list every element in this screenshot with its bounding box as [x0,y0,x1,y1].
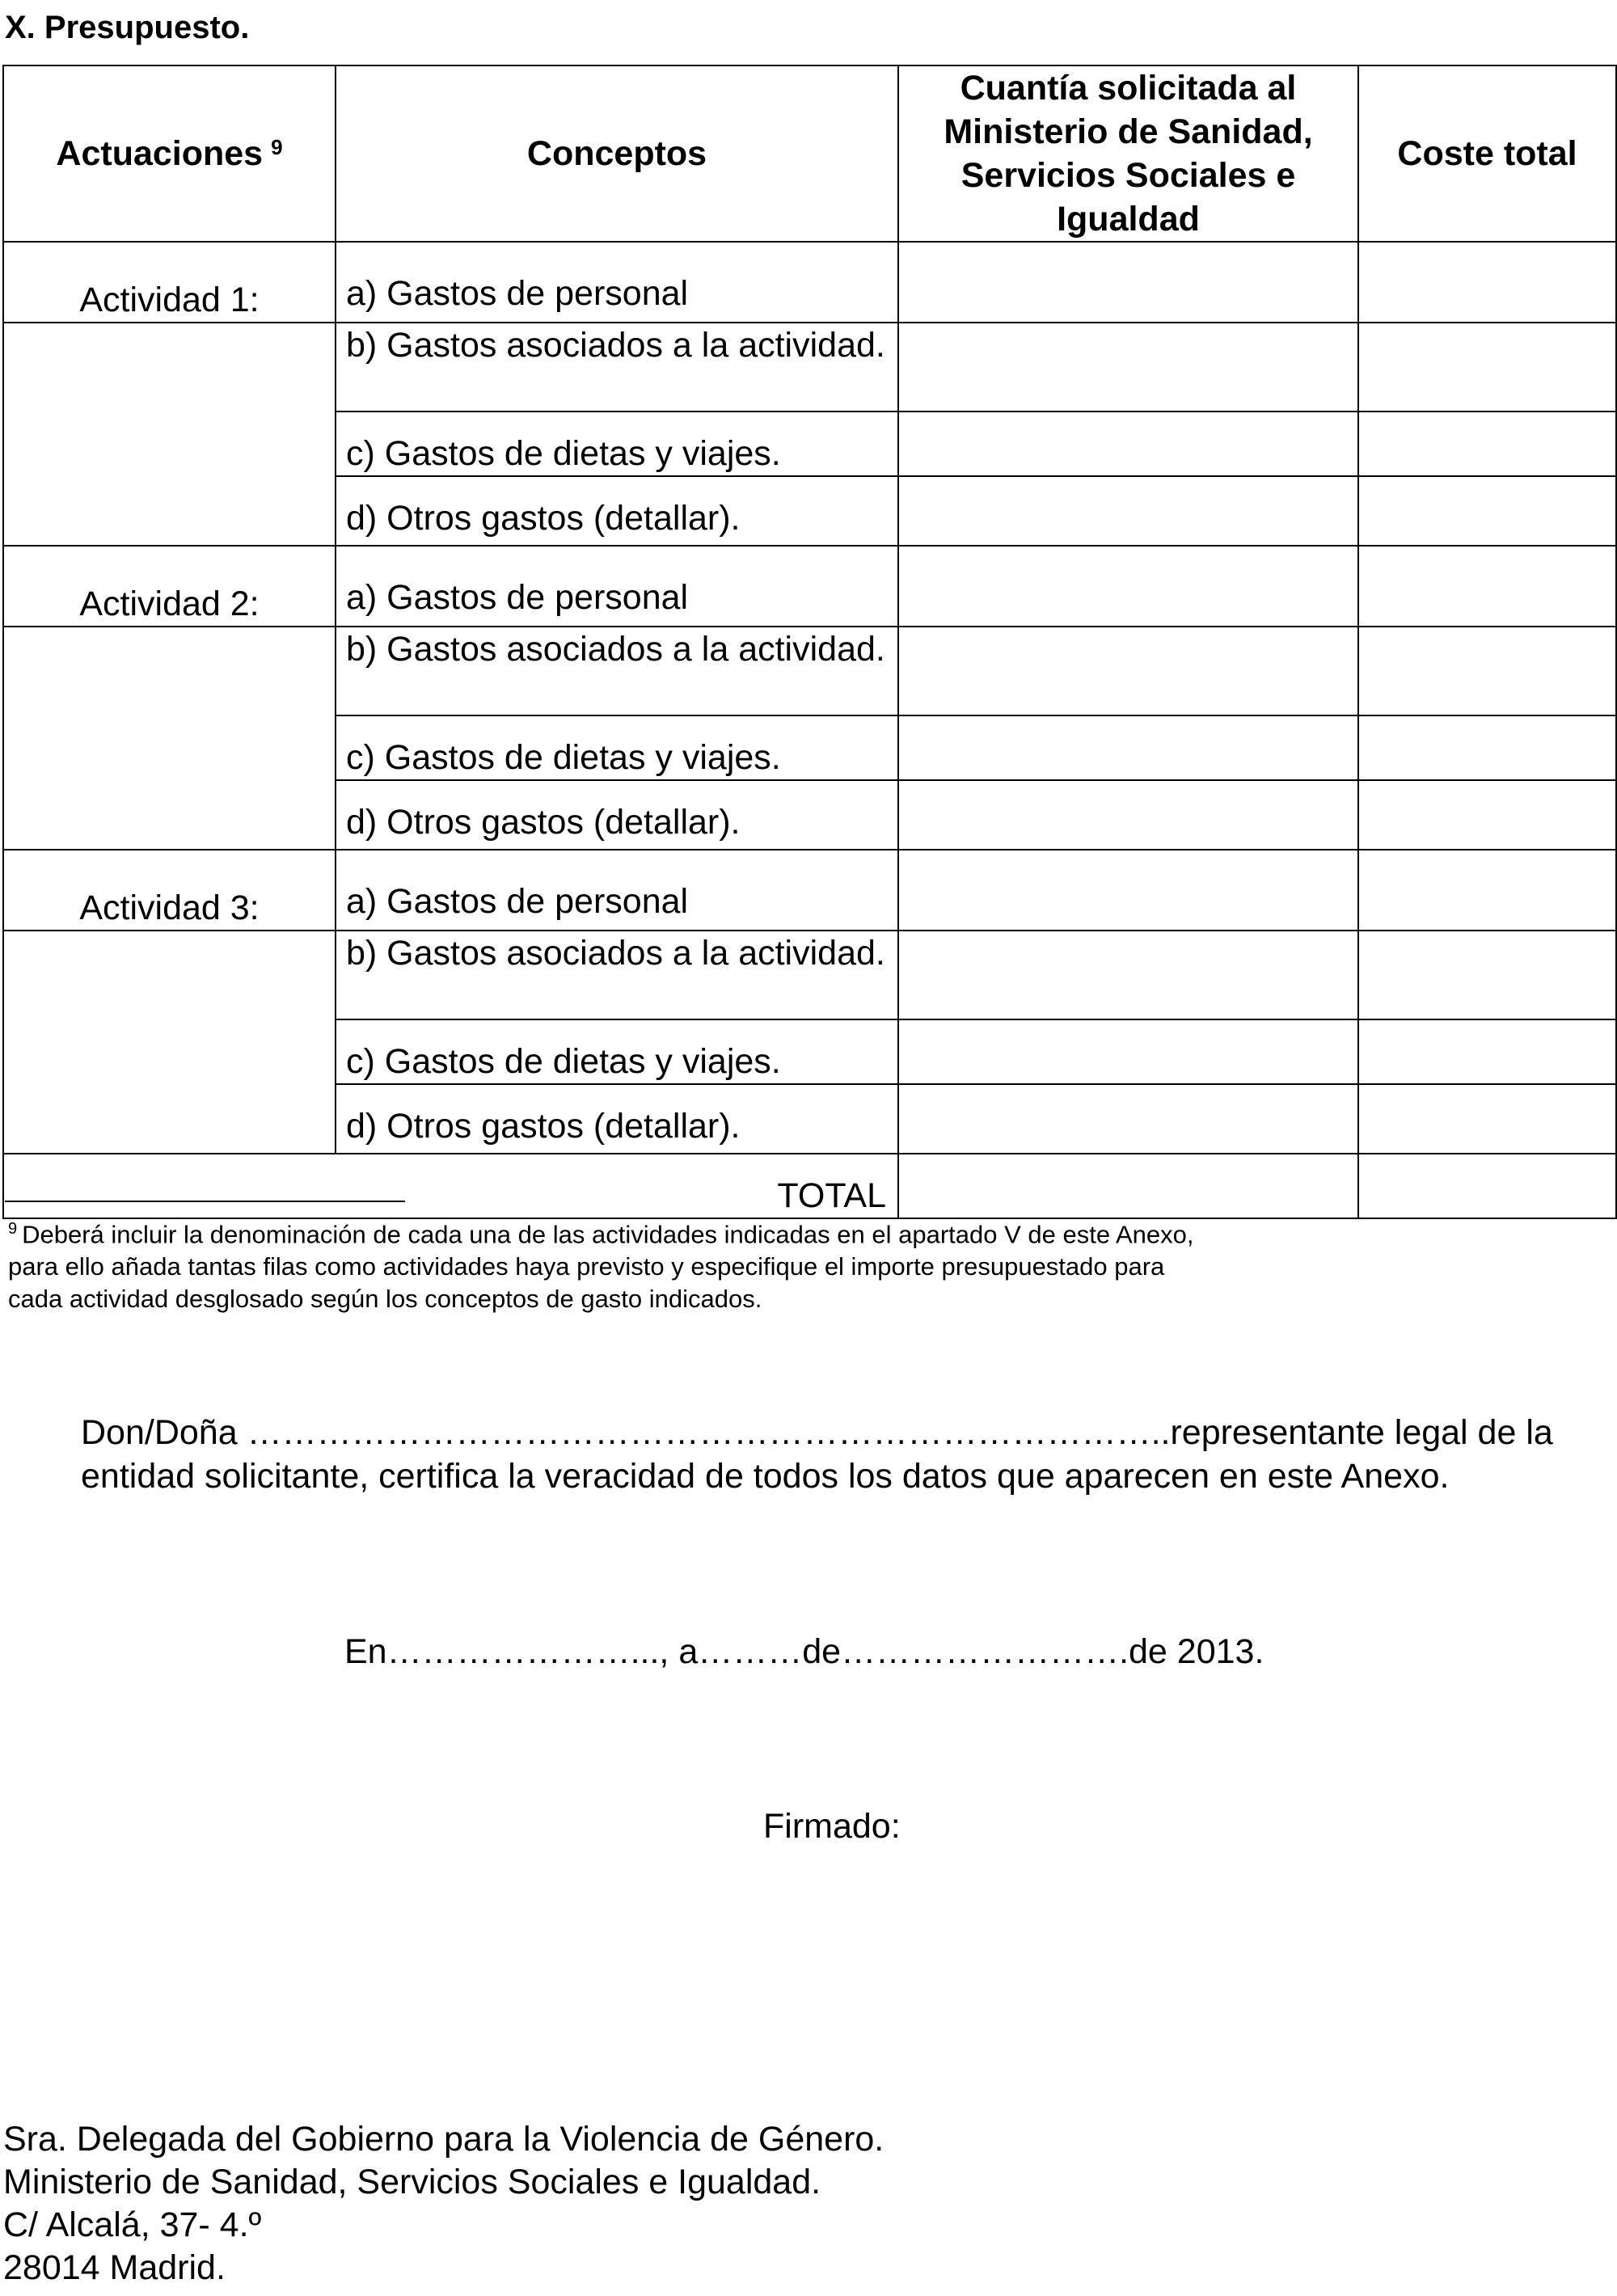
activity-label: Actividad 3: [3,850,336,931]
concept-cell: a) Gastos de personal [336,850,898,931]
total-cost-cell[interactable] [1358,780,1616,850]
total-label: TOTAL [3,1154,898,1218]
addressee-line: C/ Alcalá, 37- 4.º [3,2205,262,2244]
total-cost-cell[interactable] [1358,546,1616,627]
activity-label: Actividad 1: [3,242,336,323]
concept-cell: d) Otros gastos (detallar). [336,476,898,546]
section-title: X. Presupuesto. [5,10,250,45]
table-row [3,323,1616,412]
certification-text: Don/Doña ……………………………………………………………………..representante legal de la entidad solicitante, certifica la veracidad de todos los datos que aparecen en este Anexo. [81,1413,1553,1496]
table-row [3,627,1616,715]
table-row [3,242,1616,323]
concept-cell: a) Gastos de personal [336,242,898,323]
total-cost-cell[interactable] [1358,850,1616,931]
footnote-divider [5,1201,405,1202]
budget-table [2,65,1617,1219]
amount-requested-cell[interactable] [898,931,1358,1019]
concept-cell: c) Gastos de dietas y viajes. [336,412,898,476]
header-coste-total: Coste total [1358,65,1616,242]
total-cost-cell[interactable] [1358,627,1616,715]
amount-requested-cell[interactable] [898,242,1358,323]
table-row [3,546,1616,627]
addressee-line: Ministerio de Sanidad, Servicios Sociales e Igualdad. [3,2163,821,2201]
activity-label: Actividad 2: [3,546,336,627]
concept-cell: b) Gastos asociados a la actividad. [336,931,898,1019]
total-cost-cell[interactable] [1358,323,1616,412]
total-cost-cell[interactable] [1358,242,1616,323]
activity-continuation [3,323,336,546]
signature-label: Firmado: [763,1807,901,1846]
footnote-text: Deberá incluir la denominación de cada una de las actividades indicadas en el apartado V de este Anexo, para ello añada tantas filas como actividades haya previsto y especifique el importe presupuestado para cada actividad desglosado según los conceptos de gasto indicados. [8,1220,1194,1314]
concept-cell: b) Gastos asociados a la actividad. [336,323,898,412]
amount-requested-cell[interactable] [898,715,1358,780]
amount-requested-cell[interactable] [898,412,1358,476]
addressee-block [3,2118,884,2290]
total-cost-sum-cell[interactable] [1358,1154,1616,1218]
activity-continuation [3,627,336,850]
addressee-line: Sra. Delegada del Gobierno para la Violencia de Género. [3,2120,884,2159]
total-cost-cell[interactable] [1358,715,1616,780]
amount-requested-cell[interactable] [898,323,1358,412]
total-cost-cell[interactable] [1358,476,1616,546]
header-cuantia: Cuantía solicitada al Ministerio de Sanidad, Servicios Sociales e Igualdad [898,65,1358,242]
concept-cell: d) Otros gastos (detallar). [336,1084,898,1154]
amount-requested-cell[interactable] [898,546,1358,627]
concept-cell: c) Gastos de dietas y viajes. [336,715,898,780]
amount-requested-cell[interactable] [898,850,1358,931]
table-row [3,931,1616,1019]
amount-requested-cell[interactable] [898,476,1358,546]
amount-requested-cell[interactable] [898,1084,1358,1154]
footnote-ref: 9 [271,135,283,159]
footnote-marker: 9 [8,1220,18,1238]
total-cost-cell[interactable] [1358,931,1616,1019]
addressee-line: 28014 Madrid. [3,2248,226,2287]
total-amount-requested-cell[interactable] [898,1154,1358,1218]
place-date-line: En…………………..., a………de…………………….de 2013. [344,1632,1264,1671]
total-cost-cell[interactable] [1358,412,1616,476]
total-cost-cell[interactable] [1358,1084,1616,1154]
table-header-row [3,65,1616,242]
header-conceptos: Conceptos [336,65,898,242]
total-cost-cell[interactable] [1358,1019,1616,1084]
amount-requested-cell[interactable] [898,1019,1358,1084]
total-row [3,1154,1616,1218]
concept-cell: c) Gastos de dietas y viajes. [336,1019,898,1084]
footnote [8,1213,1221,1315]
concept-cell: a) Gastos de personal [336,546,898,627]
header-actuaciones: Actuaciones $^9$ [3,65,336,242]
amount-requested-cell[interactable] [898,627,1358,715]
activity-continuation [3,931,336,1154]
amount-requested-cell[interactable] [898,780,1358,850]
concept-cell: d) Otros gastos (detallar). [336,780,898,850]
concept-cell: b) Gastos asociados a la actividad. [336,627,898,715]
table-row [3,850,1616,931]
